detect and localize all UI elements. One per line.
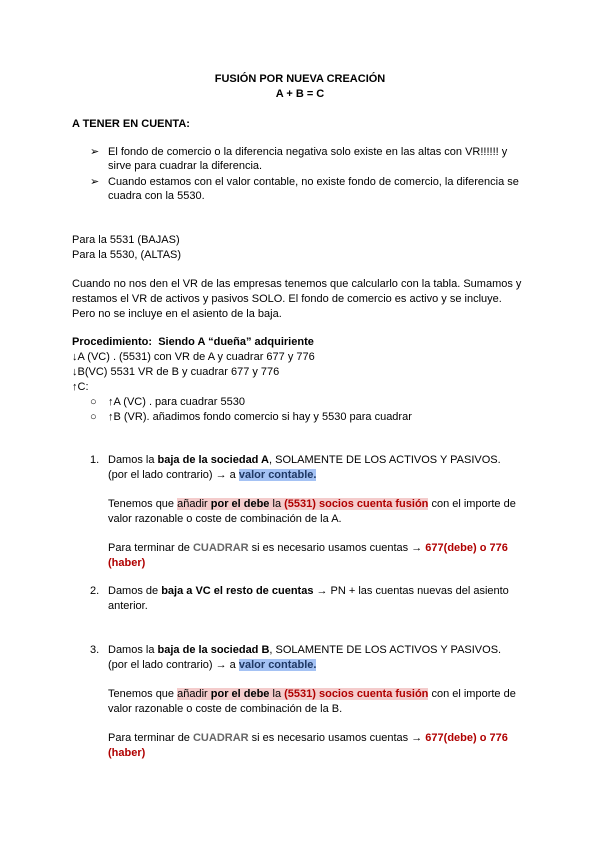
text: (por el lado contrario) → a — [108, 659, 239, 671]
step-1-line-4: valor razonable o coste de combinación de la A. — [108, 513, 342, 525]
account-altas: Para la 5530, (ALTAS) — [72, 249, 182, 261]
highlight-valor-contable: valor contable. — [238, 469, 317, 481]
step-1-line-3 — [108, 497, 516, 512]
cuadrar-text: CUADRAR — [192, 542, 249, 554]
text: Para terminar de — [108, 542, 193, 554]
step-3-line-6: (haber) — [108, 747, 146, 759]
bullet-1-line-2: sirve para cuadrar la diferencia. — [108, 160, 263, 172]
procedure-line-2: ↓B(VC) 5531 VR de B y cuadrar 677 y 776 — [72, 366, 280, 378]
doc-title: FUSIÓN POR NUEVA CREACIÓN — [214, 73, 386, 85]
highlight-anadir — [177, 498, 428, 510]
text: Damos la — [108, 644, 158, 656]
text: añadir — [177, 498, 211, 510]
step-2-line-2: anterior. — [108, 600, 148, 612]
text: si es necesario usamos cuentas → — [248, 732, 426, 744]
bold-text: baja de la sociedad A — [157, 454, 269, 466]
bold-text: por el debe — [210, 688, 270, 700]
step-3-line-1 — [108, 643, 501, 658]
cuadrar-text: CUADRAR — [192, 732, 249, 744]
bullet-1-line-1: El fondo de comercio o la diferencia negativa solo existe en las altas con VR!!!!!! y — [108, 146, 508, 158]
step-1-line-6: (haber) — [108, 557, 146, 569]
step-3-line-2 — [108, 658, 316, 673]
step-3-line-5 — [108, 731, 508, 746]
accounts-677-776: 677(debe) o 776 — [425, 732, 508, 744]
text: la — [269, 498, 285, 510]
text: Tenemos que — [108, 498, 178, 510]
step-1-line-1 — [108, 453, 501, 468]
text: añadir — [177, 688, 211, 700]
paragraph-line-3: Pero no se incluye en el asiento de la baja. — [72, 308, 282, 320]
text: → PN + las cuentas nuevas del asiento — [313, 585, 509, 597]
account-bajas: Para la 5531 (BAJAS) — [72, 234, 180, 246]
paragraph-line-1: Cuando no nos den el VR de las empresas tenemos que calcularlo con la tabla. Sumamos y — [72, 278, 522, 290]
doc-subtitle-formula: A + B = C — [275, 88, 325, 100]
bold-text: baja a VC el resto de cuentas — [161, 585, 314, 597]
step-number: 1. — [90, 454, 100, 466]
bold-text: baja de la sociedad B — [157, 644, 270, 656]
step-number: 2. — [90, 585, 100, 597]
accounts-677-776: 677(debe) o 776 — [425, 542, 508, 554]
circle-bullet-icon: ○ — [90, 396, 97, 408]
highlight-anadir — [177, 688, 428, 700]
text: Tenemos que — [108, 688, 178, 700]
section-heading: A TENER EN CUENTA: — [72, 118, 190, 130]
paragraph-line-2: restamos el VR de activos y pasivos SOLO. El fondo de comercio es activo y se incluye. — [72, 293, 502, 305]
bullet-arrow-icon: ➢ — [90, 176, 100, 188]
step-number: 3. — [90, 644, 100, 656]
text: Para terminar de — [108, 732, 193, 744]
account-5531: (5531) socios cuenta fusión — [284, 688, 429, 700]
step-3-line-3 — [108, 687, 516, 702]
text: , SOLAMENTE DE LOS ACTIVOS Y PASIVOS. — [269, 454, 501, 466]
highlight-valor-contable: valor contable. — [238, 659, 317, 671]
circle-bullet-icon: ○ — [90, 411, 97, 423]
step-3-line-4: valor razonable o coste de combinación de la B. — [108, 703, 343, 715]
bold-text: por el debe — [210, 498, 270, 510]
bullet-2-line-1: Cuando estamos con el valor contable, no existe fondo de comercio, la diferencia se — [108, 176, 519, 188]
procedure-sub-1: ↑A (VC) . para cuadrar 5530 — [108, 396, 245, 408]
bullet-2-line-2: cuadra con la 5530. — [108, 190, 205, 202]
step-1-line-5 — [108, 541, 508, 556]
bullet-arrow-icon: ➢ — [90, 146, 100, 158]
text: Damos la — [108, 454, 158, 466]
step-1-line-2 — [108, 468, 316, 483]
procedure-subtitle: Siendo A “dueña” adquiriente — [158, 336, 314, 348]
text: la — [269, 688, 285, 700]
procedure-line-3: ↑C: — [72, 381, 89, 393]
account-5531: (5531) socios cuenta fusión — [284, 498, 429, 510]
text: si es necesario usamos cuentas → — [248, 542, 426, 554]
text: (por el lado contrario) → a — [108, 469, 239, 481]
text: , SOLAMENTE DE LOS ACTIVOS Y PASIVOS. — [269, 644, 502, 656]
text: con el importe de — [428, 498, 516, 510]
step-2-line-1 — [108, 584, 509, 599]
text: Damos de — [108, 585, 162, 597]
procedure-line-1: ↓A (VC) . (5531) con VR de A y cuadrar 677 y 776 — [72, 351, 315, 363]
procedure-sub-2: ↑B (VR). añadimos fondo comercio si hay y 5530 para cuadrar — [108, 411, 412, 423]
procedure-heading — [72, 335, 314, 350]
text: con el importe de — [428, 688, 516, 700]
procedure-label: Procedimiento: — [72, 336, 153, 348]
